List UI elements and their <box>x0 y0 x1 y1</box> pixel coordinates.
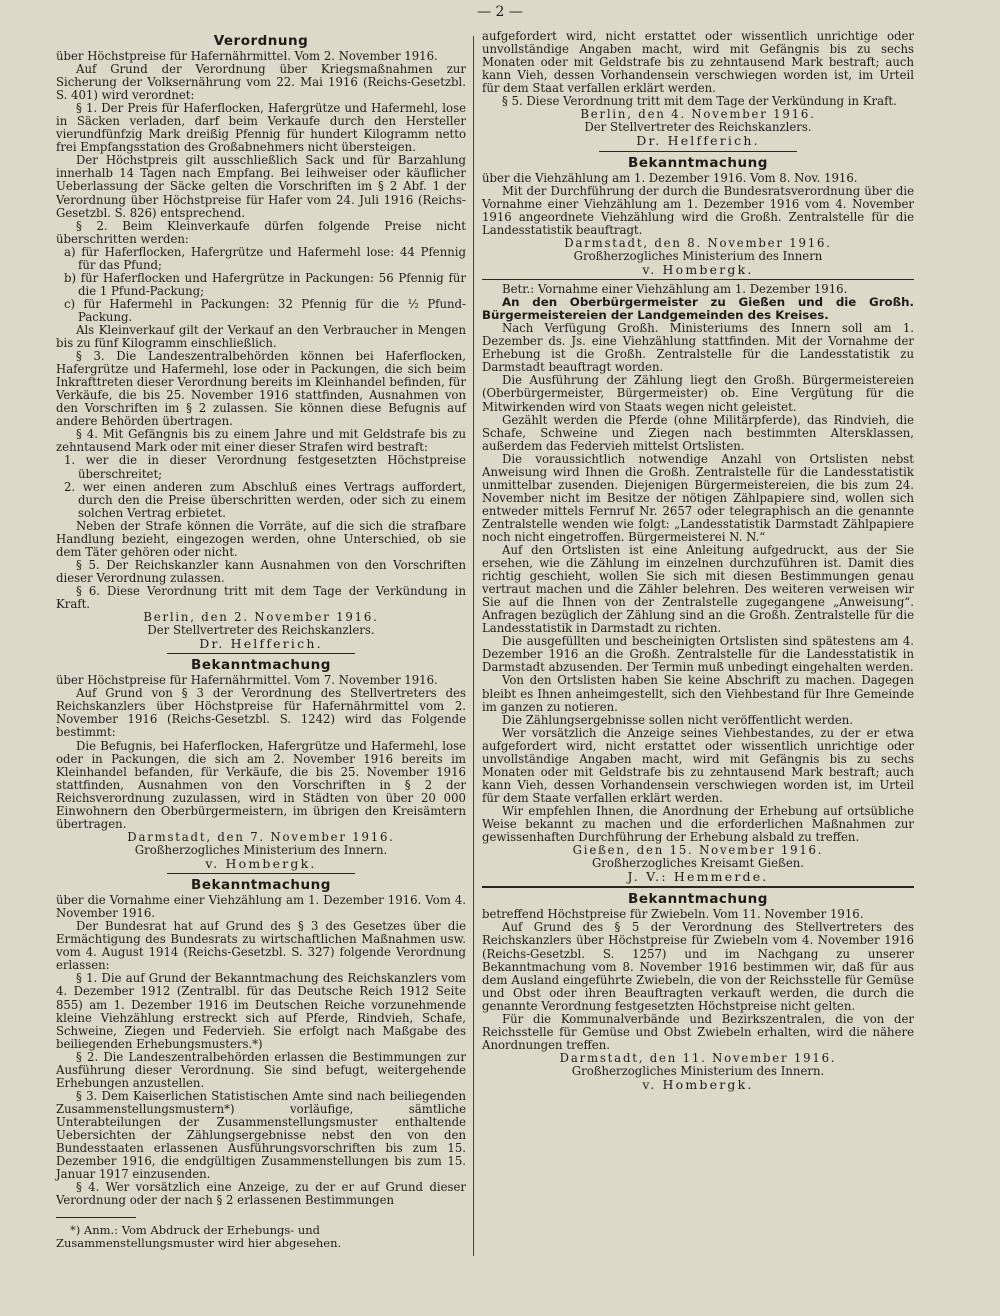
signatory-name: v. Hombergk. <box>205 856 317 872</box>
signatory-office: Großherzogliches Ministerium des Innern <box>573 248 823 263</box>
paragraph: Nach Verfügung Großh. Ministeriums des Innern soll am 1. Dezember ds. Js. eine Viehzählung stattfinden. Mit der Vornahme der Erhebung ist die Großh. Zentralstelle für die Landesstatistik zu Darmstadt beauftragt worden. <box>482 321 914 375</box>
paragraph: § 5. Der Reichskanzler kann Ausnahmen von den Vorschriften dieser Verordnung zulassen. <box>56 557 466 585</box>
viehzaehlung-continuation <box>482 30 914 148</box>
paragraph: § 5. Diese Verordnung tritt mit dem Tage der Verkündung in Kraft. <box>502 94 897 109</box>
paragraph: Die voraussichtlich notwendige Anzahl von Ortslisten nebst Anweisung wird Ihnen die Großh. Zentralstelle für die Landesstatistik unmittelbar zusenden. Diejenigen Bürgermeistereien, die bis zum 24. November nicht im Besitze der nötigen Zählpapiere sind, wollen sich entweder mittels Fernruf Nr. 2657 oder telegraphisch an die genannte Zentralstelle wenden wie folgt: „Landesstatistik Darmstadt Zählpapiere noch nicht eingetroffen. Bürgermeisterei N. N.“ <box>482 451 914 544</box>
paragraph: Auf Grund der Verordnung über Kriegsmaßnahmen zur Sicherung der Volksernährung vom 22. Mai 1916 (Reichs-Gesetzbl. S. 401) wird verordnet: <box>56 62 466 103</box>
paragraph: § 3. Dem Kaiserlichen Statistischen Amte sind nach beiliegenden Zusammenstellungsmustern*) vorläufige, sämtliche Unterabteilungen der Zusammenstellungsmuster enthaltende Uebersichten der Zählungsergebnisse nebst den von den Bundesstaaten erlassenen Ausführungsvorschriften bis zum 15. Dezember 1916, die endgültigen Zusammenstellungen bis zum 15. Januar 1917 einzusenden. <box>56 1088 466 1182</box>
paragraph: Der Höchstpreis gilt ausschließlich Sack und für Barzahlung innerhalb 14 Tagen nach Empfang. Bei leihweiser oder käuflicher Ueberlassung der Säcke gelten die Vorschriften im § 2 Abf. 1 der Verordnung über Höchstpreise für Hafer vom 24. Juli 1916 (Reichs-Gesetzbl. S. 826) entsprechend. <box>56 153 466 220</box>
section-subtitle: über die Vornahme einer Viehzählung am 1. Dezember 1916. Vom 4. November 1916. <box>56 893 466 921</box>
divider <box>482 886 914 888</box>
footnote-rule <box>56 1217 136 1218</box>
paragraph: § 2. Die Landeszentralbehörden erlassen die Bestimmungen zur Ausführung dieser Verordnung. Sie sind befugt, weitergehende Erhebungen anzustellen. <box>56 1049 466 1090</box>
list-item: 2. wer einen anderen zum Abschluß eines Vertrags auffordert, durch den die Preise überschritten werden, oder sich zu einem solchen Vertrag erbietet. <box>64 479 466 520</box>
paragraph: § 1. Die auf Grund der Bekanntmachung des Reichskanzlers vom 4. Dezember 1912 (Zentralbl. für das Deutsche Reich 1912 Seite 855) am 1. Dezember 1916 im Deutschen Reiche vorzunehmende kleine Viehzählung erstreckt sich auf Pferde, Rindvieh, Schafe, Schweine, Ziegen und Federvieh. Sie erfolgt nach Maßgabe des beiliegenden Erhebungsmusters.*) <box>56 971 466 1051</box>
paragraph: Wir empfehlen Ihnen, die Anordnung der Erhebung auf ortsübliche Weise bekannt zu machen und die erforderlichen Maßnahmen zur gewissenhaften Durchführung der Erhebung alsbald zu treffen. <box>482 803 914 845</box>
signatory-name: v. Hombergk. <box>642 261 754 277</box>
paragraph: Die Zählungsergebnisse sollen nicht veröffentlicht werden. <box>502 712 854 727</box>
bekanntmachung-viehzaehlung-bundesrat <box>56 877 466 1250</box>
page-number: — 2 — <box>477 4 523 20</box>
bekanntmachung-hafernaehrmittel <box>56 657 466 870</box>
divider <box>167 653 356 654</box>
paragraph: § 2. Beim Kleinverkaufe dürfen folgende Preise nicht überschritten werden: <box>56 218 466 246</box>
paragraph: Gezählt werden die Pferde (ohne Militärpferde), das Rindvieh, die Schafe, Schweine und Ziegen nach bestimmten Altersklassen, außerdem das Federvieh mittelst Ortslisten. <box>482 412 914 453</box>
section-heading: Bekanntmachung <box>628 891 768 908</box>
list-item: a) für Haferflocken, Hafergrütze und Hafermehl lose: 44 Pfennig für das Pfund; <box>64 244 466 272</box>
paragraph: Auf Grund von § 3 der Verordnung des Stellvertreters des Reichskanzlers über Höchstpreise für Hafernährmittel vom 2. November 1916 (Reichs-Gesetzbl. S. 1242) wird das Folgende bestimmt: <box>56 686 466 740</box>
paragraph: Wer vorsätzlich die Anzeige seines Viehbestandes, zu der er etwa aufgefordert wird, nicht erstattet oder wissentlich unrichtige oder unvollständige Angaben macht, wird mit Gefängnis bis zu sechs Monaten oder mit Geldstrafe bis zu zehntausend Mark bestraft; auch kann Vieh, dessen Vorhandensein verschwiegen worden ist, im Urteil für dem Staate verfallen erklärt werden. <box>482 725 914 805</box>
section-heading: Bekanntmachung <box>628 154 768 171</box>
place-date: Darmstadt, den 7. November 1916. <box>127 829 395 844</box>
section-heading: Verordnung <box>213 33 309 49</box>
place-date: Gießen, den 15. November 1916. <box>572 843 824 858</box>
list-item: 1. wer die in dieser Verordnung festgesetzten Höchstpreise überschreitet; <box>64 453 466 481</box>
place-date: Berlin, den 4. November 1916. <box>580 107 816 122</box>
signatory-office: Großherzogliches Ministerium des Innern. <box>571 1063 825 1078</box>
paragraph: Als Kleinverkauf gilt der Verkauf an den Verbraucher in Mengen bis zu fünf Kilogramm einschließlich. <box>56 322 466 351</box>
place-date: Berlin, den 2. November 1916. <box>143 610 379 625</box>
paragraph: Auf den Ortslisten ist eine Anleitung aufgedruckt, aus der Sie ersehen, wie die Zählung im einzelnen durchzuführen ist. Damit dies richtig geschieht, wollen Sie sich mit diesen Bestimmungen genau vertraut machen und die Zähler belehren. Des weiteren verweisen wir Sie auf die Ihnen von der Zentralstelle zugegangene „Anweisung“. Anfragen bezüglich der Zählung sind an die Großh. Zentralstelle für die Landesstatistik in Darmstadt zu richten. <box>482 543 914 636</box>
address-line: An den Oberbürgermeister zu Gießen und die Großh. Bürgermeistereien der Landgemeinden des Kreises. <box>482 295 914 323</box>
paragraph: § 4. Wer vorsätzlich eine Anzeige, zu der er auf Grund dieser Verordnung oder der nach § 2 erlassenen Bestimmungen <box>56 1180 466 1208</box>
kreisamt-giessen-circular <box>482 283 914 883</box>
paragraph: Die ausgefüllten und bescheinigten Ortslisten sind spätestens am 4. Dezember 1916 an die Großh. Zentralstelle für die Landesstatistik in Darmstadt abzusenden. Der Termin muß unbedingt eingehalten werden. <box>482 634 914 675</box>
section-heading: Bekanntmachung <box>191 877 331 894</box>
right-column <box>482 30 914 1091</box>
paragraph: § 4. Mit Gefängnis bis zu einem Jahre und mit Geldstrafe bis zu zehntausend Mark oder mit einer dieser Strafen wird bestraft: <box>56 427 466 455</box>
paragraph: Auf Grund des § 5 der Verordnung des Stellvertreters des Reichskanzlers über Höchstpreise für Zwiebeln vom 4. November 1916 (Reichs-Gesetzbl. S. 1257) und im Nachgang zu unserer Bekanntmachung vom 8. November 1916 bestimmen wir, daß für aus dem Ausland eingeführte Zwiebeln, die von der Reichsstelle für Gemüse und Obst oder ihren Beauftragten verkauft werden, die durch die genannte Verordnung festgesetzten Höchstpreise nicht gelten. <box>482 920 914 1013</box>
divider <box>167 873 356 874</box>
signatory-office: Der Stellvertreter des Reichskanzlers. <box>147 623 375 638</box>
section-subtitle: über Höchstpreise für Hafernährmittel. Vom 7. November 1916. <box>56 673 438 688</box>
signatory-office: Der Stellvertreter des Reichskanzlers. <box>584 120 812 135</box>
paragraph: Mit der Durchführung der durch die Bundesratsverordnung über die Vornahme einer Viehzählung am 1. Dezember 1916 vom 4. November 1916 angeordnete Viehzählung wird die Großh. Zentralstelle für die Landesstatistik beauftragt. <box>482 183 914 237</box>
signatory-name: v. Hombergk. <box>642 1077 754 1093</box>
verordnung-hafernaehrmittel <box>56 33 466 650</box>
column-divider <box>473 36 474 1256</box>
left-column <box>56 30 466 1250</box>
place-date: Darmstadt, den 8. November 1916. <box>564 235 832 250</box>
paragraph: aufgefordert wird, nicht erstattet oder wissentlich unrichtige oder unvollständige Angaben macht, wird mit Gefängnis bis zu sechs Monaten oder mit Geldstrafe bis zu zehntausend Mark bestraft; auch kann Vieh, dessen Vorhandensein verschwiegen worden ist, im Urteil für dem Staat verfallen erklärt werden. <box>482 29 914 96</box>
signatory-name: J. V.: Hemmerde. <box>627 869 769 885</box>
signatory-office: Großherzogliches Ministerium des Innern. <box>134 842 388 857</box>
place-date: Darmstadt, den 11. November 1916. <box>559 1050 837 1065</box>
bekanntmachung-viehzaehlung-ministerium <box>482 155 914 277</box>
paragraph: Der Bundesrat hat auf Grund des § 3 des Gesetzes über die Ermächtigung des Bundesrats zu wirtschaftlichen Maßnahmen usw. vom 4. August 1914 (Reichs-Gesetzbl. S. 327) folgende Verordnung erlassen: <box>56 919 466 973</box>
paragraph: § 1. Der Preis für Haferflocken, Hafergrütze und Hafermehl, lose in Säcken verladen, darf beim Verkaufe durch den Hersteller vierundfünfzig Mark dreißig Pfennig für hundert Kilogramm netto frei Empfangsstation des Großabnehmers nicht übersteigen. <box>56 101 466 155</box>
section-heading: Bekanntmachung <box>191 657 331 674</box>
subject-line: Betr.: Vornahme einer Viehzählung am 1. Dezember 1916. <box>502 282 848 297</box>
divider <box>599 151 798 152</box>
divider <box>482 279 914 280</box>
footnote: *) Anm.: Vom Abdruck der Erhebungs- und Zusammenstellungsmuster wird hier abgesehen. <box>56 1223 342 1251</box>
section-subtitle: über die Viehzählung am 1. Dezember 1916. Vom 8. Nov. 1916. <box>482 170 858 185</box>
signatory-name: Dr. Helfferich. <box>199 636 323 652</box>
list-item: b) für Haferflocken und Hafergrütze in Packungen: 56 Pfennig für die 1 Pfund-Packung; <box>64 270 466 298</box>
paragraph: Von den Ortslisten haben Sie keine Abschrift zu machen. Dagegen bleibt es Ihnen anheimgestellt, sich den Viehbestand für Ihre Gemeinde im ganzen zu notieren. <box>482 673 914 714</box>
paragraph: Die Ausführung der Zählung liegt den Großh. Bürgermeistereien (Oberbürgermeister, Bürgermeister) ob. Eine Vergütung für die Mitwirkenden wird von Staats wegen nicht geleistet. <box>482 373 914 414</box>
list-item: c) für Hafermehl in Packungen: 32 Pfennig für die ½ Pfund-Packung. <box>64 296 466 324</box>
paragraph: § 3. Die Landeszentralbehörden können bei Haferflocken, Hafergrütze und Hafermehl, lose oder in Packungen, die sich beim Inkrafttreten dieser Verordnung bereits im Kleinhandel befinden, für Verkäufe, die bis 25. November 1916 stattfinden, Ausnahmen von den Vorschriften im § 2 zulassen. Sie können diese Befugnis auf andere Behörden übertragen. <box>56 349 466 429</box>
paragraph: Für die Kommunalverbände und Bezirkszentralen, die von der Reichsstelle für Gemüse und Obst Zwiebeln erhalten, wird die nähere Anordnungen treffen. <box>482 1011 914 1052</box>
section-subtitle: betreffend Höchstpreise für Zwiebeln. Vom 11. November 1916. <box>482 907 864 922</box>
paragraph: Neben der Strafe können die Vorräte, auf die sich die strafbare Handlung bezieht, eingezogen werden, ohne Unterschied, ob sie dem Täter gehören oder nicht. <box>56 518 466 559</box>
paragraph: § 6. Diese Verordnung tritt mit dem Tage der Verkündung in Kraft. <box>56 583 466 611</box>
bekanntmachung-zwiebeln <box>482 891 914 1091</box>
signatory-office: Großherzogliches Kreisamt Gießen. <box>591 856 805 871</box>
section-subtitle: über Höchstpreise für Hafernährmittel. Vom 2. November 1916. <box>56 49 438 63</box>
signatory-name: Dr. Helfferich. <box>636 133 760 149</box>
paragraph: Die Befugnis, bei Haferflocken, Hafergrütze und Hafermehl, lose oder in Packungen, die sich am 2. November 1916 bereits im Kleinhandel befanden, für Verkäufe, die bis 25. November 1916 stattfinden, Ausnahmen von den Vorschriften in § 2 der Reichsverordnung zuzulassen, wird in Städten von über 20 000 Einwohnern den Oberbürgermeistern, im übrigen den Kreisämtern übertragen. <box>56 738 466 831</box>
